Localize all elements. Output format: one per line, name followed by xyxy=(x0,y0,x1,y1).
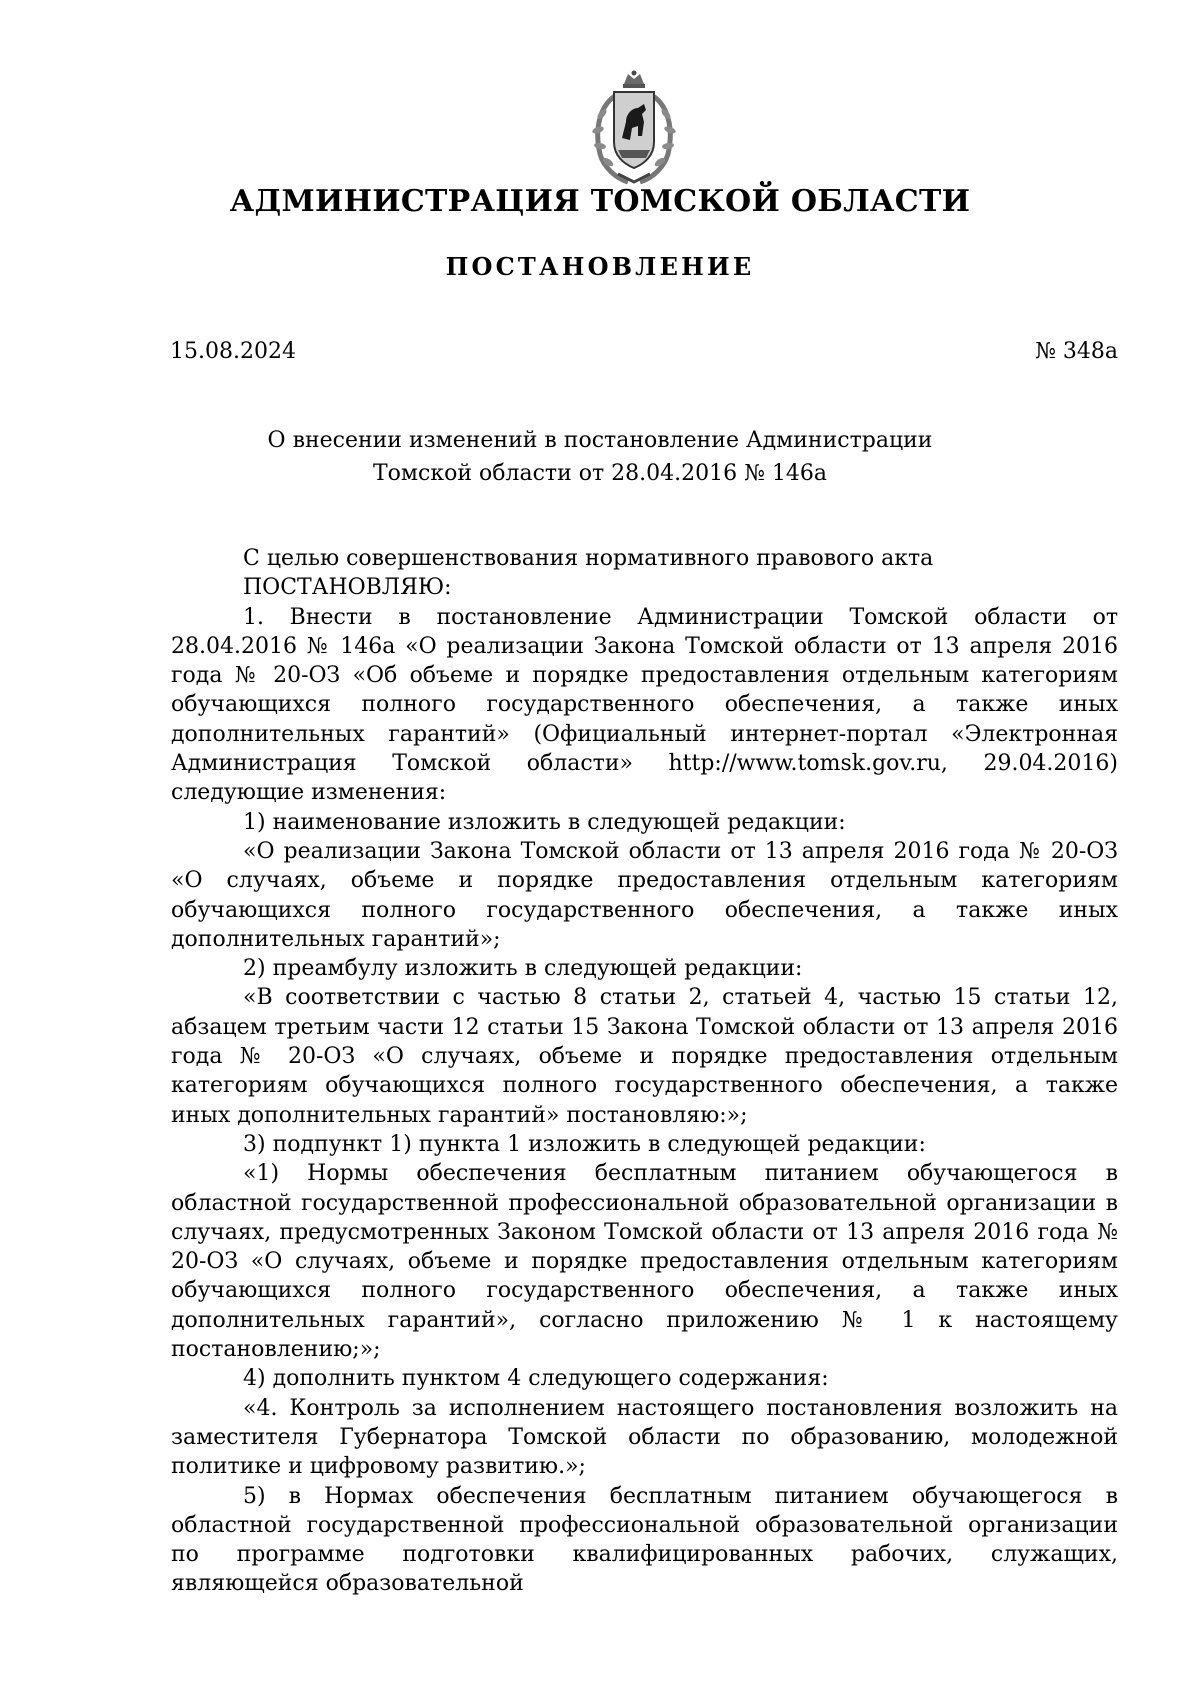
body-paragraph: ПОСТАНОВЛЯЮ: xyxy=(243,575,452,601)
document-date: 15.08.2024 xyxy=(170,339,296,364)
document-body xyxy=(171,544,1118,1599)
subject-line: Томской области от 28.04.2016 № 146а xyxy=(372,461,828,486)
body-paragraph: 1) наименование изложить в следующей редакции: xyxy=(243,809,846,835)
body-paragraph: 5) в Нормах обеспечения бесплатным питанием обучающегося в областной государственной профессиональной образовательной организации по программе подготовки квалифицированных рабочих, служащих, являющейся образовательной xyxy=(171,1483,1118,1597)
document-type: ПОСТАНОВЛЕНИЕ xyxy=(445,252,755,281)
body-paragraph: «В соответствии с частью 8 статьи 2, статьей 4, частью 15 статьи 12, абзацем третьим части 12 статьи 15 Закона Томской области от 13 апреля 2016 года № 20-ОЗ «О случаях, объеме и порядке предоставления отдельным категориям обучающихся полного государственного обеспечения, а также иных дополнительных гарантий» постановляю:»; xyxy=(171,985,1118,1128)
body-paragraph: 2) преамбулу изложить в следующей редакции: xyxy=(243,956,803,982)
body-paragraph: 1. Внести в постановление Администрации Томской области от 28.04.2016 № 146а «О реализации Закона Томской области от 13 апреля 2016 года № 20-ОЗ «Об объеме и порядке предоставления отдельным категориям обучающихся полного государственного обеспечения, а также иных дополнительных гарантий» (Официальный интернет-портал «Электронная Администрация Томской области» http://www.tomsk.gov.ru, 29.04.2016) следующие изменения: xyxy=(171,604,1118,806)
body-paragraph: «1) Нормы обеспечения бесплатным питанием обучающегося в областной государственной профессиональной образовательной организации в случаях, предусмотренных Законом Томской области от 13 апреля 2016 года № 20-ОЗ «О случаях, объеме и порядке предоставления отдельным категориям обучающихся полного государственного обеспечения, а также иных дополнительных гарантий», согласно приложению № 1 к настоящему постановлению;»; xyxy=(171,1161,1118,1363)
body-paragraph: 4) дополнить пунктом 4 следующего содержания: xyxy=(243,1366,829,1392)
body-paragraph: «4. Контроль за исполнением настоящего постановления возложить на заместителя Губернатора Томской области по образованию, молодежной политике и цифровому развитию.»; xyxy=(171,1395,1118,1480)
body-paragraph: 3) подпункт 1) пункта 1 изложить в следующей редакции: xyxy=(243,1131,926,1157)
coat-of-arms-icon xyxy=(588,70,680,186)
document-number: № 348а xyxy=(1035,339,1118,364)
organization-title: АДМИНИСТРАЦИЯ ТОМСКОЙ ОБЛАСТИ xyxy=(229,184,971,219)
body-paragraph: «О реализации Закона Томской области от 13 апреля 2016 года № 20-ОЗ «О случаях, объеме и порядке предоставления отдельным категориям обучающихся полного государственного обеспечения, а также иных дополнительных гарантий»; xyxy=(171,838,1118,952)
body-paragraph: С целью совершенствования нормативного правового акта xyxy=(243,546,934,571)
subject-line: О внесении изменений в постановление Администрации xyxy=(267,428,933,453)
document-subject xyxy=(0,424,1200,490)
